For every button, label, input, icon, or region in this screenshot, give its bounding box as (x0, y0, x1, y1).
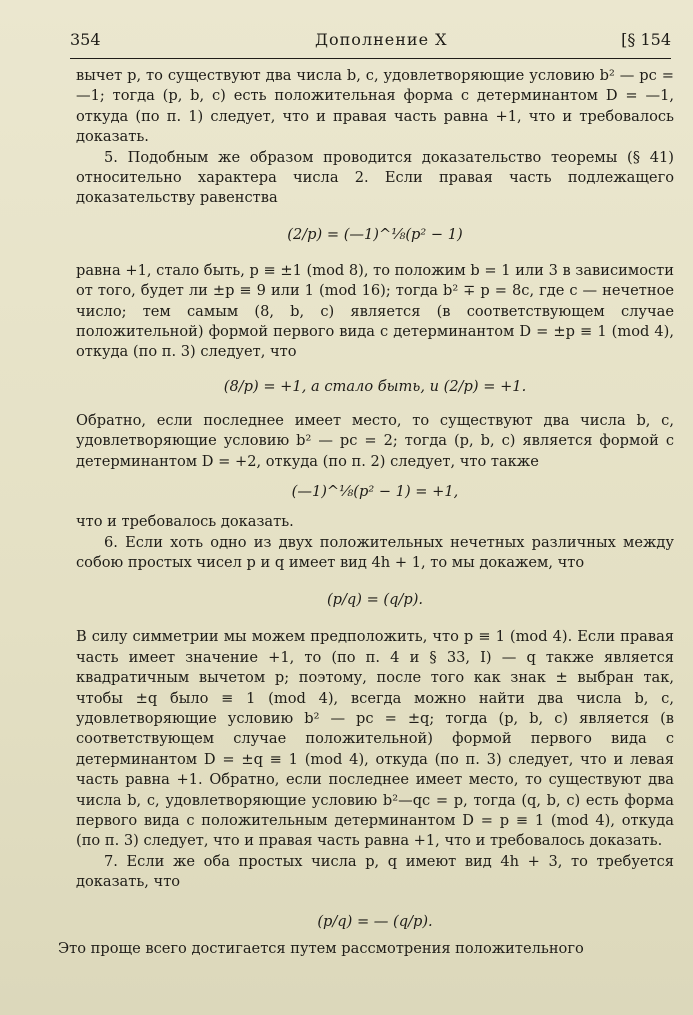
paragraph: В силу симметрии мы можем предположить, что p ≡ 1 (mod 4). Если правая часть имеет значение +1, то (по п. 4 и § 33, I) — q также является квадратичным вычетом p; поэтому, после того как знак ± выбран так, чтобы ±q было ≡ 1 (mod 4), всегда можно найти два числа b, c, удовлетворяющие условию b² — pc = ±q; тогда (p, b, c) является (в соответствующем случае положительной) формой первого вида с детерминантом D = ±q ≡ 1 (mod 4), откуда (по п. 3) следует, что и левая часть равна +1. Обратно, если последнее имеет место, то существуют два числа b, c, удовлетворяющие условию b²—qc = p, тогда (q, b, c) есть форма первого вида с положительным детерминантом D = p ≡ 1 (mod 4), откуда (по п. 3) следует, что и правая часть равна +1, что и требовалось доказать. (76, 628, 674, 850)
formula: (8/p) = +1, а стало быть, и (2/p) = +1. (223, 377, 527, 395)
paragraph: 5. Подобным же образом проводится доказательство теоремы (§ 41) относительно характера числа 2. Если правая часть подлежащего доказательству равенства (76, 148, 674, 207)
header-rule (70, 58, 671, 59)
paragraph: вычет p, то существуют два числа b, c, удовлетворяющие условию b² — pc = —1; тогда (p, b, c) есть положительная форма с детерминантом D = —1, откуда (по п. 1) следует, что и правая часть равна +1, что и требовалось доказать. (76, 67, 674, 146)
paragraph: 6. Если хоть одно из двух положительных нечетных различных между собою простых чисел p и q имеет вид 4h + 1, то мы докажем, что (76, 533, 674, 571)
paragraph: равна +1, стало быть, p ≡ ±1 (mod 8), то положим b = 1 или 3 в зависимости от того, будет ли ±p ≡ 9 или 1 (mod 16); тогда b² ∓ p = 8c, где c — нечетное число; тем самым (8, b, c) является (в соответствующем случае положительной) формой первого вида с детерминантом D = ±p ≡ 1 (mod 4), откуда (по п. 3) следует, что (76, 261, 674, 361)
page-header (70, 30, 671, 54)
paragraph: Обратно, если последнее имеет место, то существуют два числа b, c, удовлетворяющие условию b² — pc = 2; тогда (p, b, c) является формой с детерминантом D = +2, откуда (по п. 2) следует, что также (76, 411, 674, 470)
running-title: Дополнение X (315, 30, 448, 49)
formula: (2/p) = (—1)^⅛(p² − 1) (287, 225, 463, 243)
paragraph: что и требовалось доказать. (76, 513, 294, 531)
page-body (76, 66, 674, 951)
formula: (p/q) = — (q/p). (317, 912, 433, 930)
formula: (—1)^⅛(p² − 1) = +1, (291, 483, 459, 501)
paragraph: 7. Если же оба простых числа p, q имеют вид 4h + 3, то требуется доказать, что (76, 852, 674, 891)
section-marker: [§ 154 (621, 30, 671, 49)
page-number: 354 (70, 30, 101, 49)
formula: (p/q) = (q/p). (326, 591, 424, 609)
last-line: Это проще всего достигается путем рассмотрения положительного (58, 940, 584, 957)
